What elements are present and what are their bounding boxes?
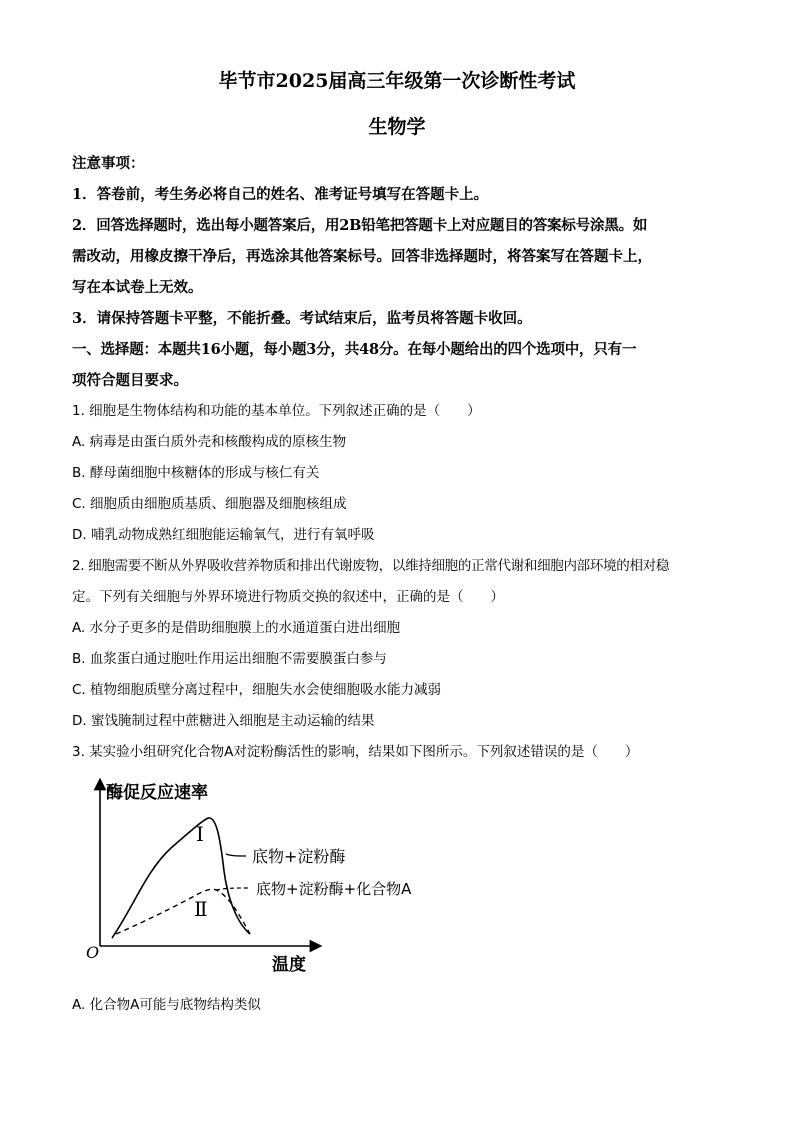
question-1-option-b: B. 酵母菌细胞中核糖体的形成与核仁有关 (72, 465, 320, 481)
question-2-option-a: A. 水分子更多的是借助细胞膜上的水通道蛋白进出细胞 (72, 620, 401, 636)
note-line: 3．请保持答题卡平整，不能折叠。考试结束后，监考员将答题卡收回。 (72, 310, 532, 327)
x-axis-label: 温度 (272, 955, 306, 975)
question-2-option-c: C. 植物细胞质壁分离过程中，细胞失水会使细胞吸水能力减弱 (72, 682, 442, 698)
question-1-option-d: D. 哺乳动物成熟红细胞能运输氧气，进行有氧呼吸 (72, 527, 375, 543)
question-2-option-b: B. 血浆蛋白通过胞吐作用运出细胞不需要膜蛋白参与 (72, 651, 387, 667)
question-2-stem: 2. 细胞需要不断从外界吸收营养物质和排出代谢废物，以维持细胞的正常代谢和细胞内部环境的相对稳 (72, 558, 670, 574)
question-3-option-a: A. 化合物A可能与底物结构类似 (72, 997, 261, 1013)
curve-2-label: 底物+淀粉酶+化合物A (256, 880, 412, 898)
enzyme-rate-diagram (76, 776, 476, 976)
curve-1-label: 底物+淀粉酶 (252, 847, 346, 866)
question-1-stem: 1. 细胞是生物体结构和功能的基本单位。下列叙述正确的是（ ） (72, 403, 481, 419)
curve-2-marker: Ⅱ (194, 897, 208, 921)
note-line: 1．答卷前，考生务必将自己的姓名、准考证号填写在答题卡上。 (72, 186, 489, 203)
curve-1-line (112, 818, 250, 938)
note-line: 2．回答选择题时，选出每小题答案后，用2B铅笔把答题卡上对应题目的答案标号涂黑。如 (72, 217, 648, 234)
notes-heading: 注意事项： (72, 155, 145, 172)
question-1-option-a: A. 病毒是由蛋白质外壳和核酸构成的原核生物 (72, 434, 347, 450)
note-line: 需改动，用橡皮擦干净后，再选涂其他答案标号。回答非选择题时，将答案写在答题卡上， (72, 248, 652, 265)
origin-label: O (86, 943, 100, 962)
y-axis-label: 酶促反应速率 (106, 783, 208, 803)
enzyme-rate-figure (76, 776, 476, 976)
curve-1-leader (226, 854, 246, 856)
curve-1-marker: Ⅰ (196, 822, 204, 846)
section-heading: 一、选择题：本题共16小题，每小题3分，共48分。在每小题给出的四个选项中，只有一 (72, 341, 637, 358)
exam-title: 毕节市2025届高三年级第一次诊断性考试 (218, 70, 576, 92)
exam-page (72, 62, 722, 1021)
curve-2-leader (216, 888, 248, 890)
question-2-stem-cont: 定。下列有关细胞与外界环境进行物质交换的叙述中，正确的是（ ） (72, 589, 504, 605)
note-line: 写在本试卷上无效。 (72, 279, 203, 296)
section-heading: 项符合题目要求。 (72, 372, 188, 389)
question-3-stem: 3. 某实验小组研究化合物A对淀粉酶活性的影响，结果如下图所示。下列叙述错误的是（ ） (72, 744, 639, 760)
question-2-option-d: D. 蜜饯腌制过程中蔗糖进入细胞是主动运输的结果 (72, 713, 375, 729)
question-1-option-c: C. 细胞质由细胞质基质、细胞器及细胞核组成 (72, 496, 347, 512)
exam-subject: 生物学 (368, 116, 426, 138)
